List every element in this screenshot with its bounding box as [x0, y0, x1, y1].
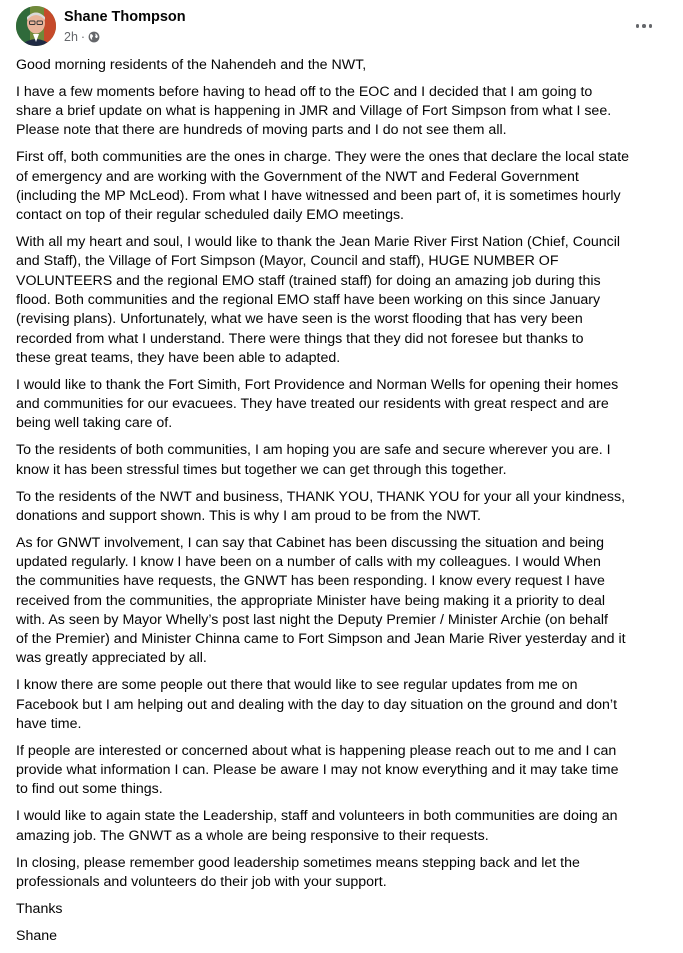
post-text-line: received from the communities, the appropriate Minister have being making it a priority to deal	[16, 592, 606, 609]
post-text-line: of the Premier) and Minister Chinna came to Fort Simpson and Jean Marie River yesterday and it	[16, 631, 626, 648]
post-text-line: with. As seen by Mayor Whelly’s post last night the Deputy Premier / Minister Archie (on behalf	[16, 611, 608, 628]
post-paragraph	[16, 376, 666, 434]
post-text-line: share a brief update on what is happening in JMR and Village of Fort Simpson from what I see.	[16, 103, 612, 120]
post-paragraph	[16, 148, 666, 225]
post-text-line: I have a few moments before having to head off to the EOC and I decided that I am going to	[16, 83, 593, 100]
post-text-line: As for GNWT involvement, I can say that Cabinet has been discussing the situation and being	[16, 534, 605, 551]
post-text-line: professionals and volunteers do their job with your support.	[16, 873, 387, 890]
post-paragraph	[16, 441, 666, 480]
post-body	[16, 56, 666, 953]
globe-icon	[88, 31, 100, 43]
post-text-line: and Staff), the Village of Fort Simpson (Mayor, Council and staff), HUGE NUMBER OF	[16, 253, 559, 270]
author-name[interactable]: Shane Thompson	[64, 9, 186, 25]
post-text-line: Good morning residents of the Nahendeh and the NWT,	[16, 57, 367, 73]
post-text-line: I know there are some people out there that would like to see regular updates from me on	[16, 677, 578, 694]
post-paragraph	[16, 676, 666, 734]
post-text-line: and communities for our evacuees. They have treated our residents with great respect and are	[16, 396, 609, 413]
post-text-line: was greatly appreciated by all.	[16, 650, 207, 667]
post-text-line: First off, both communities are the ones in charge. They were the ones that declare the local state	[16, 149, 630, 166]
post-text-line: With all my heart and soul, I would like to thank the Jean Marie River First Nation (Chief, Council	[16, 234, 621, 251]
post-text-line: (revising plans). Unfortunately, what we have seen is the worst flooding that has very been	[16, 311, 583, 328]
post-text-line: Facebook but I am helping out and dealing with the day to day situation on the ground and don’t	[16, 696, 618, 713]
post-text-line: to find out some things.	[16, 781, 163, 798]
post-text-line: amazing job. The GNWT as a whole are being responsive to their requests.	[16, 827, 489, 844]
post-text-line: these great teams, they have been able to adapted.	[16, 349, 341, 366]
post-paragraph	[16, 56, 666, 75]
post-text-line: know it has been stressful times but together we can get through this together.	[16, 461, 507, 478]
avatar[interactable]	[16, 6, 56, 46]
post-text-line: have time.	[16, 715, 82, 732]
post-text-line: VOLUNTEERS and the regional EMO staff (trained staff) for doing an amazing job during this	[16, 272, 601, 289]
post-text-line: Shane	[16, 927, 58, 944]
post-paragraph	[16, 742, 666, 800]
post-meta	[64, 30, 100, 44]
post-text-line: flood. Both communities and the regional EMO staff have been working on this since January	[16, 292, 601, 309]
post-text-line: Please note that there are hundreds of moving parts and I do not see them all.	[16, 122, 507, 139]
post-text-line: donations and support shown. This is why I am proud to be from the NWT.	[16, 507, 481, 524]
post-text-line: (including the MP McLeod). From what I have witnessed and been part of, it is sometimes hourly	[16, 187, 621, 204]
post-paragraph	[16, 83, 666, 141]
post-time[interactable]: 2h	[64, 30, 78, 44]
post-paragraph	[16, 927, 666, 946]
post-text-line: To the residents of the NWT and business, THANK YOU, THANK YOU for your all your kindness,	[16, 488, 626, 505]
post-text-line: recorded from what I understand. There were things that they did not foresee but thanks to	[16, 330, 584, 347]
post-paragraph	[16, 900, 666, 919]
post-text-line: being well taking care of.	[16, 415, 173, 432]
post-paragraph	[16, 854, 666, 893]
post-paragraph	[16, 807, 666, 846]
post-text-line: I would like to again state the Leadership, staff and volunteers in both communities are doing an	[16, 808, 618, 825]
post-text-line: of emergency and are working with the Government of the NWT and Federal Government	[16, 168, 579, 185]
post-text-line: I would like to thank the Fort Simith, Fort Providence and Norman Wells for opening their homes	[16, 376, 619, 393]
post-paragraph	[16, 534, 666, 669]
post-paragraph	[16, 233, 666, 368]
meta-separator: ·	[80, 30, 86, 44]
post-paragraph	[16, 488, 666, 527]
more-options-icon[interactable]	[630, 14, 658, 38]
post-text-line: To the residents of both communities, I am hoping you are safe and secure wherever you are. I	[16, 442, 611, 459]
post-text-line: In closing, please remember good leadership sometimes means stepping back and let the	[16, 854, 580, 871]
post-header	[0, 0, 683, 56]
post-text-line: If people are interested or concerned about what is happening please reach out to me and I can	[16, 742, 617, 759]
post-text-line: contact on top of their regular scheduled daily EMO meetings.	[16, 207, 405, 224]
post-text-line: Thanks	[16, 900, 63, 917]
post-text-line: the communities have requests, the GNWT has been responding. I know every request I have	[16, 573, 605, 590]
post-text-line: updated regularly. I know I have been on a number of calls with my colleagues. I would When	[16, 553, 601, 570]
post-text-line: provide what information I can. Please be aware I may not know everything and it may take time	[16, 762, 619, 779]
